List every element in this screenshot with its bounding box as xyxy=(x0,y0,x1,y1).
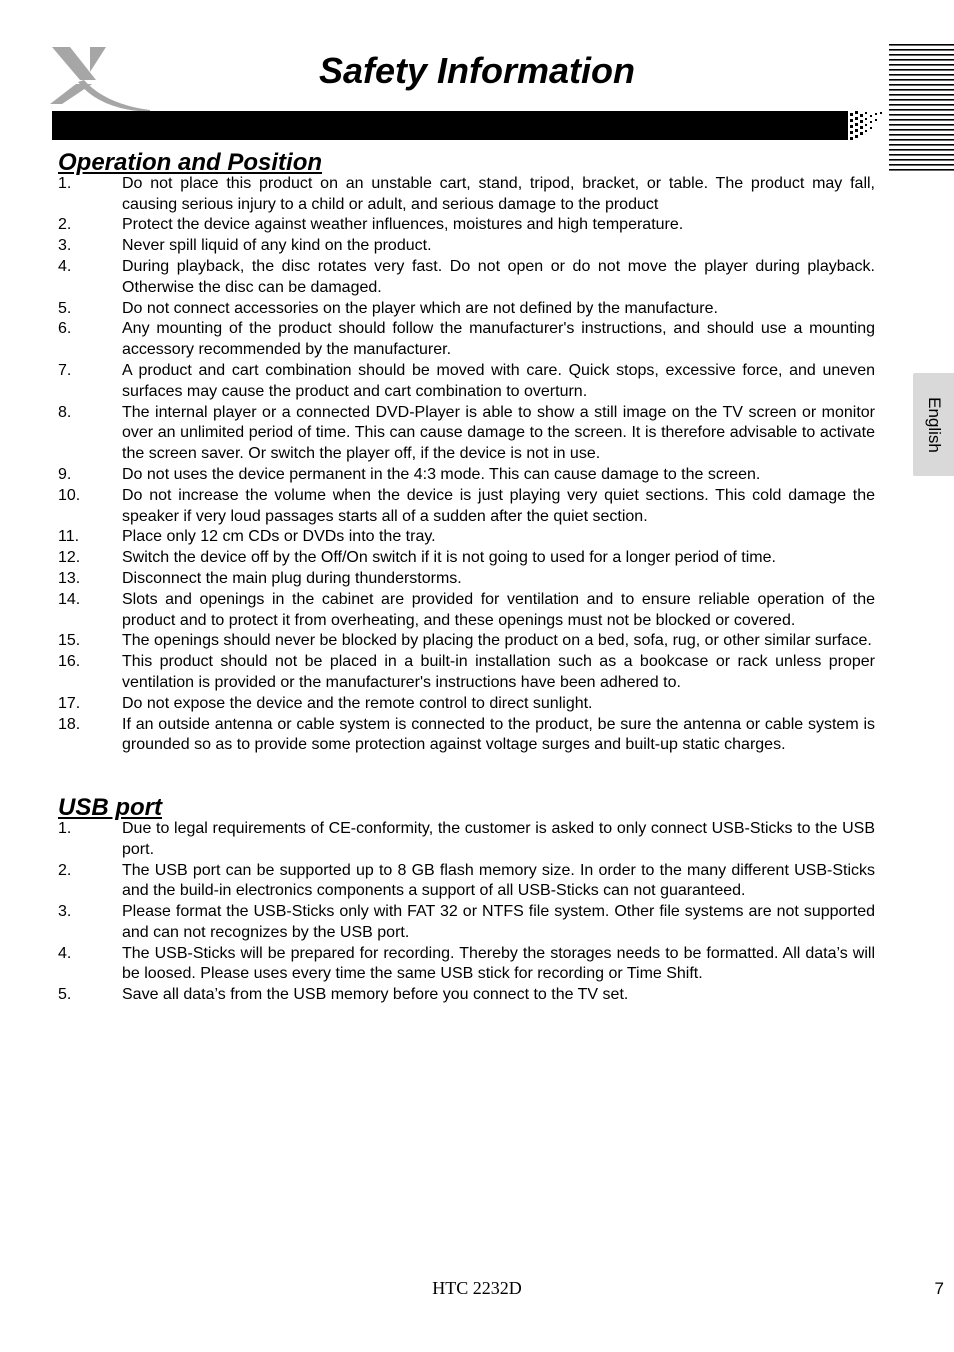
item-number: 2. xyxy=(58,861,72,879)
item-number: 6. xyxy=(58,320,72,338)
list-item xyxy=(58,715,875,757)
item-number: 18. xyxy=(58,715,81,733)
item-number: 1. xyxy=(58,819,72,837)
header-bar xyxy=(52,111,848,140)
item-text: During playback, the disc rotates very fast. Do not open or do not move the player during playback. Otherwise the disc can be damaged. xyxy=(122,257,875,296)
item-text: Place only 12 cm CDs or DVDs into the tray. xyxy=(122,528,436,546)
list-item xyxy=(58,257,875,299)
header-bar-dither xyxy=(840,111,884,140)
item-text: Due to legal requirements of CE-conformity, the customer is asked to only connect USB-Sticks to the USB port. xyxy=(122,819,875,858)
item-text: The USB port can be supported up to 8 GB flash memory size. In order to the many different USB-Sticks and the build-in electronics components a support of all USB-Sticks can not guaranteed. xyxy=(122,861,875,900)
item-number: 3. xyxy=(58,237,72,255)
page-number: 7 xyxy=(934,1279,944,1298)
item-number: 12. xyxy=(58,549,81,567)
item-text: This product should not be placed in a built-in installation such as a bookcase or rack unless proper ventilation is provided or the manufacturer's instructions have been adhered to. xyxy=(122,653,875,691)
item-text: Any mounting of the product should follow the manufacturer's instructions, and should use a mounting accessory recommended by the manufacturer. xyxy=(122,320,875,359)
list-item xyxy=(58,569,875,590)
item-number: 4. xyxy=(58,944,72,962)
list-item xyxy=(58,548,875,569)
item-number: 2. xyxy=(58,216,72,234)
list-item xyxy=(58,902,875,944)
item-text: Please format the USB-Sticks only with FAT 32 or NTFS file system. Other file systems are not supported and can not recognizes by the USB port. xyxy=(122,903,875,941)
item-text: Do not expose the device and the remote control to direct sunlight. xyxy=(122,694,593,712)
list-item xyxy=(58,527,875,548)
item-text: Do not increase the volume when the device is just playing very quiet sections. This cold damage the speaker if very loud passages starts all of a sudden after the quiet section. xyxy=(122,486,875,525)
item-text: Never spill liquid of any kind on the product. xyxy=(122,237,432,255)
item-text: A product and cart combination should be moved with care. Quick stops, excessive force, and uneven surfaces may cause the product and cart combination to overturn. xyxy=(122,361,875,400)
item-text: If an outside antenna or cable system is connected to the product, be sure the antenna or cable system is grounded so as to provide some protection against voltage surges and built-up static charges. xyxy=(122,715,875,754)
list-item xyxy=(58,944,875,986)
operation-list xyxy=(58,174,875,756)
item-number: 9. xyxy=(58,465,72,483)
item-text: Switch the device off by the Off/On switch if it is not going to used for a longer period of time. xyxy=(122,549,776,567)
list-item xyxy=(58,299,875,320)
list-item xyxy=(58,361,875,403)
item-number: 15. xyxy=(58,632,81,650)
item-text: Slots and openings in the cabinet are provided for ventilation and to ensure reliable operation of the product and to protect it from overheating, and these openings must not be blocked or covered. xyxy=(122,590,875,629)
list-item xyxy=(58,403,875,465)
section-spacer xyxy=(58,756,875,798)
list-item xyxy=(58,486,875,528)
page-title: Safety Information xyxy=(318,50,636,91)
item-text: Do not uses the device permanent in the 4:3 mode. This can cause damage to the screen. xyxy=(122,465,761,483)
item-number: 8. xyxy=(58,403,72,421)
list-item xyxy=(58,236,875,257)
item-number: 3. xyxy=(58,903,72,921)
item-number: 16. xyxy=(58,653,81,671)
language-tab xyxy=(913,373,954,476)
language-tab-label: English xyxy=(924,396,944,453)
item-number: 10. xyxy=(58,486,81,504)
corner-stripes xyxy=(889,44,954,172)
item-text: The USB-Sticks will be prepared for recording. Thereby the storages needs to be formatted. All data’s will be loosed. Please uses every time the same USB stick for recording or Time Shift. xyxy=(122,944,875,983)
document-body xyxy=(58,149,875,1006)
list-item xyxy=(58,861,875,903)
item-text: Save all data’s from the USB memory before you connect to the TV set. xyxy=(122,986,629,1004)
item-number: 7. xyxy=(58,361,72,379)
list-item xyxy=(58,465,875,486)
usb-list xyxy=(58,819,875,1006)
item-number: 11. xyxy=(58,528,80,546)
item-text: Do not connect accessories on the player which are not defined by the manufacture. xyxy=(122,299,718,317)
list-item xyxy=(58,215,875,236)
item-number: 14. xyxy=(58,590,81,608)
list-item xyxy=(58,631,875,652)
item-number: 13. xyxy=(58,569,81,587)
list-item xyxy=(58,174,875,216)
list-item xyxy=(58,590,875,632)
item-text: Do not place this product on an unstable cart, stand, tripod, bracket, or table. The product may fall, causing serious injury to a child or adult, and serious damage to the product xyxy=(122,174,875,213)
list-item xyxy=(58,985,875,1006)
list-item xyxy=(58,819,875,861)
item-number: 5. xyxy=(58,299,72,317)
section-heading-usb: USB port xyxy=(58,794,162,822)
list-item xyxy=(58,319,875,361)
item-text: The openings should never be blocked by placing the product on a bed, sofa, rug, or other similar surface. xyxy=(122,632,872,650)
item-text: Protect the device against weather influences, moistures and high temperature. xyxy=(122,216,684,234)
item-number: 4. xyxy=(58,257,72,275)
item-number: 5. xyxy=(58,986,72,1004)
item-number: 1. xyxy=(58,174,72,192)
item-text: Disconnect the main plug during thunderstorms. xyxy=(122,569,462,587)
item-text: The internal player or a connected DVD-Player is able to show a still image on the TV screen or monitor over an unlimited period of time. This can cause damage to the screen. It is therefore advisable to activate the screen saver. Or switch the player off, if the device is not in use. xyxy=(122,403,875,463)
footer-model-name: HTC 2232D xyxy=(432,1278,522,1298)
item-number: 17. xyxy=(58,694,81,712)
section-heading-operation: Operation and Position xyxy=(58,149,323,176)
list-item xyxy=(58,694,875,715)
list-item xyxy=(58,652,875,694)
